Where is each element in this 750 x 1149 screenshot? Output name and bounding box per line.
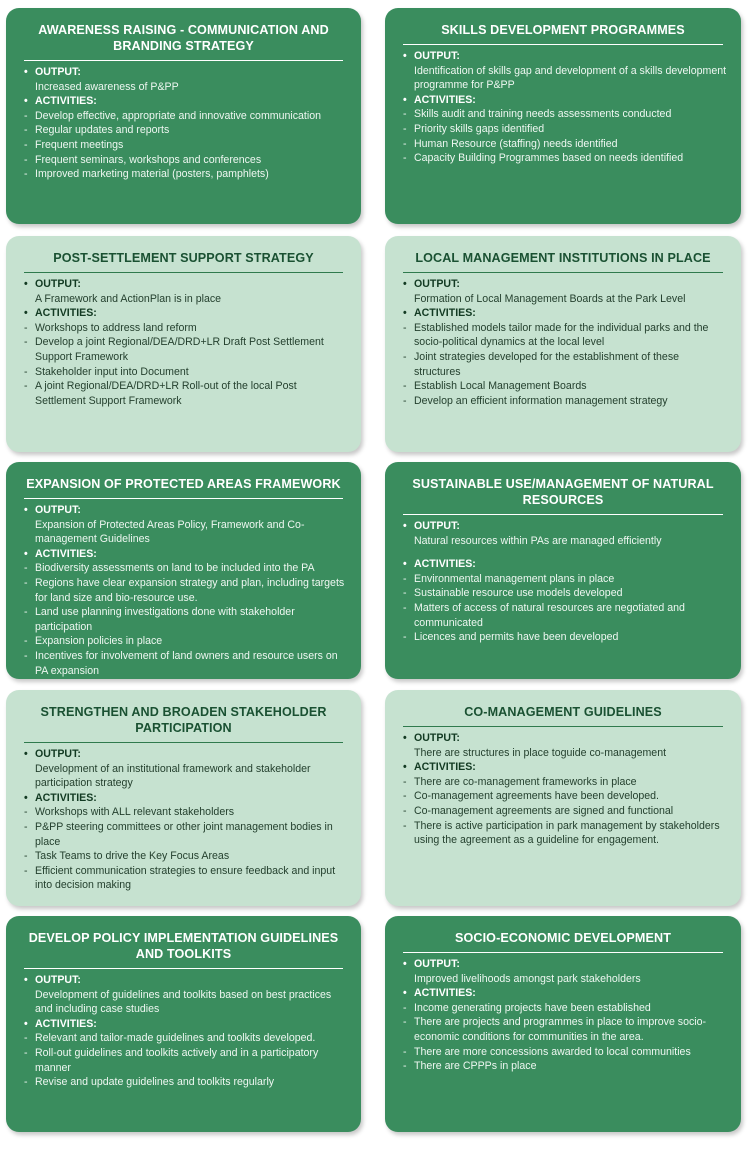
- activities-label: ACTIVITIES:: [35, 547, 97, 560]
- activities-label-row: [24, 1017, 347, 1032]
- card-post-settlement-support: [6, 236, 361, 452]
- dash-icon: -: [24, 649, 28, 662]
- output-text: Increased awareness of P&PP: [35, 80, 179, 93]
- bullet-icon: •: [403, 307, 407, 320]
- activity-text: Regions have clear expansion strategy and plan, including targets for land size and bio-resource use.: [35, 576, 345, 604]
- activity-text: Priority skills gaps identified: [414, 122, 545, 135]
- output-label: OUTPUT:: [414, 278, 460, 290]
- activity-item: [403, 789, 727, 804]
- activity-item: [403, 630, 727, 645]
- bullet-icon: •: [403, 958, 407, 970]
- activities-label: ACTIVITIES:: [35, 307, 97, 320]
- activity-item: [24, 820, 347, 849]
- bullet-icon: •: [403, 93, 407, 106]
- bullet-icon: •: [24, 547, 28, 560]
- activity-text: Income generating projects have been established: [414, 1001, 651, 1014]
- divider: [403, 44, 723, 45]
- dash-icon: -: [24, 321, 28, 334]
- dash-icon: -: [403, 804, 407, 817]
- dash-icon: -: [24, 336, 28, 349]
- card-title: LOCAL MANAGEMENT INSTITUTIONS IN PLACE: [415, 251, 711, 265]
- bullet-icon: •: [403, 761, 407, 774]
- card-content: [399, 957, 727, 1074]
- activity-text: Develop a joint Regional/DEA/DRD+LR Draft Post Settlement Support Framework: [35, 336, 324, 363]
- bullet-icon: •: [403, 558, 407, 571]
- output-label: OUTPUT:: [414, 732, 460, 744]
- card-local-management-institutions: [385, 236, 741, 452]
- dash-icon: -: [403, 380, 407, 393]
- output-label-row: [403, 519, 727, 534]
- activity-text: Establish Local Management Boards: [414, 380, 587, 393]
- activities-label: ACTIVITIES:: [414, 761, 476, 774]
- output-label: OUTPUT:: [414, 958, 460, 970]
- activity-item: [403, 151, 727, 166]
- dash-icon: -: [403, 1060, 407, 1073]
- activity-text: Relevant and tailor-made guidelines and toolkits developed.: [35, 1032, 316, 1045]
- card-title: SUSTAINABLE USE/MANAGEMENT OF NATURAL RESOURCES: [412, 477, 714, 507]
- output-label: OUTPUT:: [35, 66, 81, 78]
- activity-item: [403, 586, 727, 601]
- activity-text: Incentives for involvement of land owners and resource users on PA expansion: [35, 649, 338, 677]
- activity-text: Human Resource (staffing) needs identified: [414, 137, 618, 150]
- output-text: A Framework and ActionPlan is in place: [35, 292, 222, 305]
- activity-text: Co-management agreements have been developed.: [414, 790, 659, 803]
- activity-item: [24, 805, 347, 820]
- output-label-row: [24, 65, 347, 80]
- activity-text: Established models tailor made for the individual parks and the socio-political dynamics at the local level: [414, 321, 709, 349]
- activity-text: Sustainable resource use models developed: [414, 587, 623, 600]
- activity-text: Develop effective, appropriate and innovative communication: [35, 109, 322, 122]
- activity-text: Regular updates and reports: [35, 124, 170, 137]
- bullet-icon: •: [403, 50, 407, 62]
- divider: [403, 952, 723, 953]
- activity-text: There are co-management frameworks in place: [414, 775, 637, 788]
- activity-item: [403, 122, 727, 137]
- activity-text: Skills audit and training needs assessments conducted: [414, 108, 672, 121]
- activity-item: [403, 804, 727, 819]
- output-text: Expansion of Protected Areas Policy, Framework and Co-management Guidelines: [35, 518, 305, 546]
- activities-label-row: [403, 306, 727, 321]
- dash-icon: -: [403, 1016, 407, 1029]
- activity-text: Co-management agreements are signed and functional: [414, 804, 674, 817]
- card-title: EXPANSION OF PROTECTED AREAS FRAMEWORK: [26, 477, 341, 491]
- activity-text: Capacity Building Programmes based on needs identified: [414, 152, 684, 165]
- dash-icon: -: [403, 108, 407, 121]
- dash-icon: -: [403, 152, 407, 165]
- dash-icon: -: [403, 1045, 407, 1058]
- card-co-management-guidelines: [385, 690, 741, 906]
- activity-text: P&PP steering committees or other joint management bodies in place: [35, 820, 333, 848]
- activity-item: [24, 109, 347, 124]
- activity-text: There are CPPPs in place: [414, 1060, 537, 1073]
- output-text: Formation of Local Management Boards at the Park Level: [414, 292, 686, 305]
- activity-text: Joint strategies developed for the establishment of these structures: [414, 350, 680, 378]
- activity-item: [403, 321, 727, 350]
- output-label: OUTPUT:: [35, 974, 81, 986]
- activity-item: [24, 379, 347, 408]
- activities-label-row: [403, 93, 727, 108]
- activity-item: [403, 572, 727, 587]
- dash-icon: -: [403, 394, 407, 407]
- activities-label: ACTIVITIES:: [414, 987, 476, 1000]
- activities-label-row: [24, 94, 347, 109]
- activities-label: ACTIVITIES:: [414, 93, 476, 106]
- output-label: OUTPUT:: [35, 748, 81, 760]
- activity-item: [24, 123, 347, 138]
- card-title: SKILLS DEVELOPMENT PROGRAMMES: [441, 23, 685, 37]
- output-label-row: [24, 973, 347, 988]
- divider: [24, 742, 343, 743]
- dash-icon: -: [24, 168, 28, 181]
- bullet-icon: •: [24, 504, 28, 516]
- output-text: Improved livelihoods amongst park stakeholders: [414, 972, 641, 985]
- card-stakeholder-participation: [6, 690, 361, 906]
- dash-icon: -: [24, 365, 28, 378]
- bullet-icon: •: [24, 1017, 28, 1030]
- output-label-row: [24, 277, 347, 292]
- card-expansion-protected-areas: [6, 462, 361, 679]
- dash-icon: -: [403, 137, 407, 150]
- dash-icon: -: [24, 806, 28, 819]
- activity-text: Revise and update guidelines and toolkits regularly: [35, 1076, 275, 1089]
- dash-icon: -: [403, 122, 407, 135]
- card-skills-development: [385, 8, 741, 224]
- activities-label-row: [24, 547, 347, 562]
- card-content: [20, 503, 347, 678]
- activity-item: [24, 335, 347, 364]
- activity-item: [24, 365, 347, 380]
- activity-text: Task Teams to drive the Key Focus Areas: [35, 850, 230, 863]
- output-label-row: [24, 747, 347, 762]
- card-policy-implementation: [6, 916, 361, 1132]
- activities-label-row: [403, 557, 727, 572]
- activity-text: There are projects and programmes in place to improve socio-economic conditions for communities in the area.: [414, 1016, 707, 1043]
- dash-icon: -: [24, 380, 28, 393]
- bullet-icon: •: [403, 520, 407, 532]
- dash-icon: -: [24, 576, 28, 589]
- activities-label: ACTIVITIES:: [35, 95, 97, 108]
- dash-icon: -: [403, 775, 407, 788]
- activity-item: [403, 1001, 727, 1016]
- activity-text: Expansion policies in place: [35, 635, 163, 648]
- activity-text: Matters of access of natural resources are negotiated and communicated: [414, 601, 685, 629]
- dash-icon: -: [403, 601, 407, 614]
- activity-item: [24, 1046, 347, 1075]
- output-text: Development of guidelines and toolkits based on best practices and including case studies: [35, 988, 332, 1016]
- dash-icon: -: [403, 321, 407, 334]
- card-title: STRENGTHEN AND BROADEN STAKEHOLDER PARTICIPATION: [40, 705, 327, 735]
- card-content: [399, 519, 727, 645]
- activities-label-row: [24, 791, 347, 806]
- activity-item: [403, 1045, 727, 1060]
- bullet-icon: •: [403, 987, 407, 1000]
- activity-item: [403, 394, 727, 409]
- activities-label: ACTIVITIES:: [414, 558, 476, 571]
- activity-item: [24, 649, 347, 678]
- bullet-icon: •: [24, 307, 28, 320]
- activity-text: Workshops to address land reform: [35, 321, 197, 334]
- activity-item: [24, 605, 347, 634]
- output-label: OUTPUT:: [35, 504, 81, 516]
- dash-icon: -: [24, 124, 28, 137]
- activity-item: [24, 864, 347, 893]
- output-label-row: [403, 957, 727, 972]
- output-text: There are structures in place toguide co-management: [414, 746, 667, 759]
- dash-icon: -: [403, 587, 407, 600]
- card-content: [399, 731, 727, 848]
- dash-icon: -: [24, 109, 28, 122]
- activities-label: ACTIVITIES:: [35, 791, 97, 804]
- dash-icon: -: [24, 153, 28, 166]
- dash-icon: -: [403, 572, 407, 585]
- card-socio-economic-development: [385, 916, 741, 1132]
- activity-item: [403, 107, 727, 122]
- activity-item: [24, 634, 347, 649]
- card-title: DEVELOP POLICY IMPLEMENTATION GUIDELINES AND TOOLKITS: [28, 931, 339, 961]
- activity-text: Efficient communication strategies to ensure feedback and input into decision making: [35, 864, 336, 892]
- dash-icon: -: [403, 631, 407, 644]
- dash-icon: -: [403, 350, 407, 363]
- bullet-icon: •: [24, 66, 28, 78]
- output-text: Identification of skills gap and development of a skills development programme for P&PP: [414, 64, 727, 92]
- activity-item: [403, 1015, 727, 1044]
- activity-item: [24, 561, 347, 576]
- bullet-icon: •: [24, 278, 28, 290]
- divider: [24, 60, 343, 61]
- card-content: [399, 277, 727, 408]
- activity-item: [24, 576, 347, 605]
- bullet-icon: •: [24, 95, 28, 108]
- activity-item: [24, 321, 347, 336]
- card-content: [20, 277, 347, 408]
- spacer: [403, 548, 727, 557]
- output-label-row: [403, 49, 727, 64]
- output-label: OUTPUT:: [35, 278, 81, 290]
- divider: [403, 514, 723, 515]
- activities-label-row: [403, 760, 727, 775]
- dash-icon: -: [24, 850, 28, 863]
- activity-text: Environmental management plans in place: [414, 572, 615, 585]
- dash-icon: -: [403, 819, 407, 832]
- dash-icon: -: [403, 1001, 407, 1014]
- bullet-icon: •: [24, 748, 28, 760]
- activity-text: Licences and permits have been developed: [414, 631, 619, 644]
- divider: [24, 498, 343, 499]
- activities-label: ACTIVITIES:: [414, 307, 476, 320]
- activity-text: There are more concessions awarded to local communities: [414, 1045, 691, 1058]
- activity-item: [403, 601, 727, 630]
- bullet-icon: •: [403, 732, 407, 744]
- activity-item: [24, 138, 347, 153]
- output-label: OUTPUT:: [414, 50, 460, 62]
- activity-text: Roll-out guidelines and toolkits actively and in a participatory manner: [35, 1046, 319, 1074]
- activities-label: ACTIVITIES:: [35, 1017, 97, 1030]
- activity-text: Biodiversity assessments on land to be included into the PA: [35, 562, 315, 575]
- output-label-row: [403, 277, 727, 292]
- card-sustainable-use: [385, 462, 741, 679]
- activity-text: Develop an efficient information management strategy: [414, 394, 668, 407]
- activities-label-row: [403, 986, 727, 1001]
- activity-text: Stakeholder input into Document: [35, 365, 189, 378]
- divider: [403, 726, 723, 727]
- activity-text: Frequent meetings: [35, 138, 124, 151]
- activity-item: [403, 379, 727, 394]
- card-content: [20, 747, 347, 893]
- activity-text: Workshops with ALL relevant stakeholders: [35, 806, 235, 819]
- activity-item: [403, 819, 727, 848]
- dash-icon: -: [24, 138, 28, 151]
- activity-text: Land use planning investigations done with stakeholder participation: [35, 606, 295, 633]
- dash-icon: -: [24, 820, 28, 833]
- activity-item: [24, 1075, 347, 1090]
- activity-text: There is active participation in park management by stakeholders using the agreement as a guideline for engagement.: [414, 819, 720, 847]
- output-label-row: [24, 503, 347, 518]
- card-title: POST-SETTLEMENT SUPPORT STRATEGY: [53, 251, 314, 265]
- activity-item: [403, 137, 727, 152]
- dash-icon: -: [24, 1032, 28, 1045]
- activity-text: Improved marketing material (posters, pamphlets): [35, 168, 269, 181]
- bullet-icon: •: [403, 278, 407, 290]
- activity-item: [403, 775, 727, 790]
- dash-icon: -: [24, 1046, 28, 1059]
- activity-text: A joint Regional/DEA/DRD+LR Roll-out of the local Post Settlement Support Framework: [35, 380, 297, 407]
- activity-item: [24, 1031, 347, 1046]
- card-awareness-raising: [6, 8, 361, 224]
- dash-icon: -: [24, 1076, 28, 1089]
- card-content: [20, 65, 347, 182]
- card-content: [399, 49, 727, 166]
- card-content: [20, 973, 347, 1090]
- dash-icon: -: [24, 606, 28, 619]
- output-text: Natural resources within PAs are managed efficiently: [414, 534, 662, 547]
- output-label: OUTPUT:: [414, 520, 460, 532]
- divider: [24, 968, 343, 969]
- card-title: AWARENESS RAISING - COMMUNICATION AND BRANDING STRATEGY: [38, 23, 329, 53]
- activity-text: Frequent seminars, workshops and conferences: [35, 153, 262, 166]
- dash-icon: -: [24, 864, 28, 877]
- bullet-icon: •: [24, 791, 28, 804]
- activity-item: [24, 153, 347, 168]
- card-title: CO-MANAGEMENT GUIDELINES: [464, 705, 662, 719]
- activity-item: [24, 167, 347, 182]
- activity-item: [403, 350, 727, 379]
- divider: [24, 272, 343, 273]
- dash-icon: -: [24, 635, 28, 648]
- bullet-icon: •: [24, 974, 28, 986]
- dash-icon: -: [24, 562, 28, 575]
- output-label-row: [403, 731, 727, 746]
- output-text: Development of an institutional framework and stakeholder participation strategy: [35, 762, 311, 790]
- divider: [403, 272, 723, 273]
- dash-icon: -: [403, 790, 407, 803]
- activity-item: [403, 1059, 727, 1074]
- card-title: SOCIO-ECONOMIC DEVELOPMENT: [454, 931, 671, 945]
- activity-item: [24, 849, 347, 864]
- activities-label-row: [24, 306, 347, 321]
